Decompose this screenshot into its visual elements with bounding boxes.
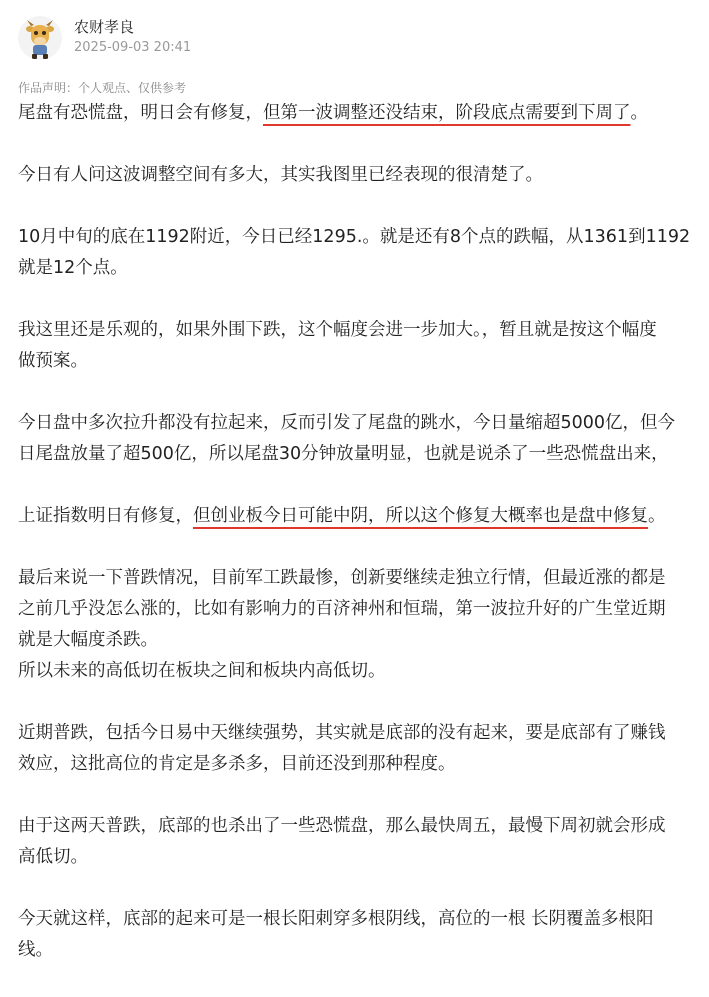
paragraph-text: 。 <box>648 506 666 526</box>
paragraph-line: 日尾盘放量了超500亿，所以尾盘30分钟放量明显，也就是说杀了一些恐慌盘出来， <box>18 444 669 464</box>
highlighted-text: 但创业板今日可能中阴，所以这个修复大概率也是盘中修复 <box>193 506 648 526</box>
paragraph <box>18 501 696 532</box>
paragraph <box>18 811 696 873</box>
paragraph-text: 尾盘有恐慌盘，明日会有修复， <box>18 103 263 123</box>
paragraph <box>18 222 696 284</box>
paragraph <box>18 98 696 129</box>
paragraph-line: 所以未来的高低切在板块之间和板块内高低切。 <box>18 661 386 681</box>
paragraph-line: 就是大幅度杀跌。 <box>18 630 158 650</box>
paragraph <box>18 904 696 966</box>
highlighted-text: 但第一波调整还没结束，阶段底点需要到下周了 <box>263 103 631 123</box>
paragraph <box>18 563 696 687</box>
paragraph-line: 高低切。 <box>18 847 88 867</box>
cartoon-cow-avatar-icon <box>18 16 62 60</box>
paragraph-line: 就是12个点。 <box>18 258 128 278</box>
paragraph-line: 今天就这样，底部的起来可是一根长阳刺穿多根阴线，高位的一根 长阴覆盖多根阳 <box>18 909 654 929</box>
paragraph-line: 效应，这批高位的肯定是多杀多，目前还没到那种程度。 <box>18 754 456 774</box>
paragraph-text: 上证指数明日有修复， <box>18 506 193 526</box>
paragraph-line: 线。 <box>18 940 53 960</box>
paragraph-text: 今日有人问这波调整空间有多大，其实我图里已经表现的很清楚了。 <box>18 165 543 185</box>
paragraph-line: 今日盘中多次拉升都没有拉起来，反而引发了尾盘的跳水，今日量缩超5000亿，但今 <box>18 413 676 433</box>
paragraph-text: 。 <box>630 103 648 123</box>
paragraph <box>18 718 696 780</box>
author-avatar[interactable] <box>18 16 62 60</box>
post-timestamp: 2025-09-03 20:41 <box>74 40 192 55</box>
paragraph-line: 10月中旬的底在1192附近，今日已经1295.。就是还有8个点的跌幅，从1361到1192 <box>18 227 691 247</box>
post-header <box>18 16 698 60</box>
paragraph-line: 由于这两天普跌，底部的也杀出了一些恐慌盘，那么最快周五，最慢下周初就会形成 <box>18 816 666 836</box>
author-name[interactable]: 农财孝良 <box>74 18 135 36</box>
paragraph-line: 做预案。 <box>18 351 88 371</box>
paragraph <box>18 160 696 191</box>
paragraph-line: 近期普跌，包括今日易中天继续强势，其实就是底部的没有起来，要是底部有了赚钱 <box>18 723 666 743</box>
post-content <box>18 98 696 997</box>
paragraph <box>18 408 696 470</box>
paragraph-line: 我这里还是乐观的，如果外围下跌，这个幅度会进一步加大。，暂且就是按这个幅度 <box>18 320 657 340</box>
paragraph <box>18 315 696 377</box>
paragraph-line: 最后来说一下普跌情况，目前军工跌最惨，创新要继续走独立行情，但最近涨的都是 <box>18 568 666 588</box>
disclaimer-statement: 作品声明：个人观点、仅供参考 <box>18 81 187 95</box>
paragraph-line: 之前几乎没怎么涨的，比如有影响力的百济神州和恒瑞，第一波拉升好的广生堂近期 <box>18 599 666 619</box>
